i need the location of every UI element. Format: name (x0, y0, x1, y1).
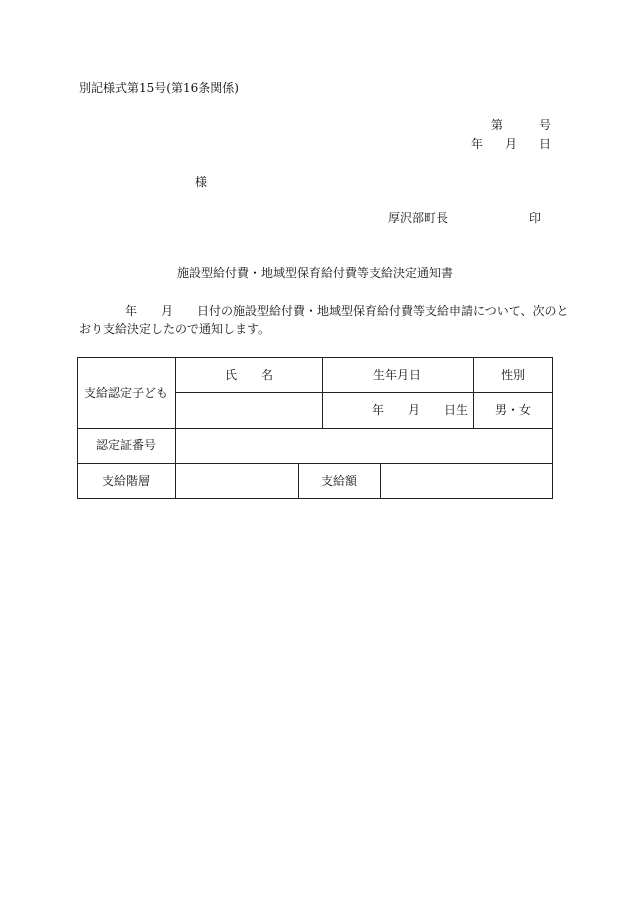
recipient-honorific: 様 (195, 175, 208, 189)
seal-mark: 印 (529, 211, 542, 225)
issuer-name: 厚沢部町長 (388, 211, 449, 225)
payment-amount-label: 支給額 (320, 474, 358, 488)
child-label: 支給認定子ども (83, 386, 169, 400)
issue-date (471, 137, 551, 151)
document-number (491, 118, 551, 132)
name-header: 氏 名 (224, 368, 274, 382)
document-title: 施設型給付費・地域型保育給付費等支給決定通知書 (176, 266, 453, 280)
birthdate-value: 年 月 日生 (371, 403, 469, 417)
payment-level-label: 支給階層 (101, 474, 151, 488)
birthdate-header: 生年月日 (372, 368, 422, 382)
body-text (79, 302, 569, 338)
body-line-1: 年 月 日付の施設型給付費・地域型保育給付費等支給申請について、次のと (125, 304, 569, 318)
date-month: 月 (504, 137, 517, 151)
decision-table (77, 357, 553, 499)
sex-header: 性別 (500, 368, 526, 382)
body-line-2: おり支給決定したので通知します。 (79, 322, 271, 336)
sex-value: 男・女 (494, 403, 532, 417)
document-number-prefix: 第 (490, 118, 503, 132)
document-number-suffix: 号 (538, 118, 551, 132)
form-number: 別記様式第15号(第16条関係) (79, 81, 239, 95)
date-day: 日 (538, 137, 551, 151)
certificate-number-label: 認定証番号 (95, 438, 157, 452)
date-year: 年 (470, 137, 483, 151)
